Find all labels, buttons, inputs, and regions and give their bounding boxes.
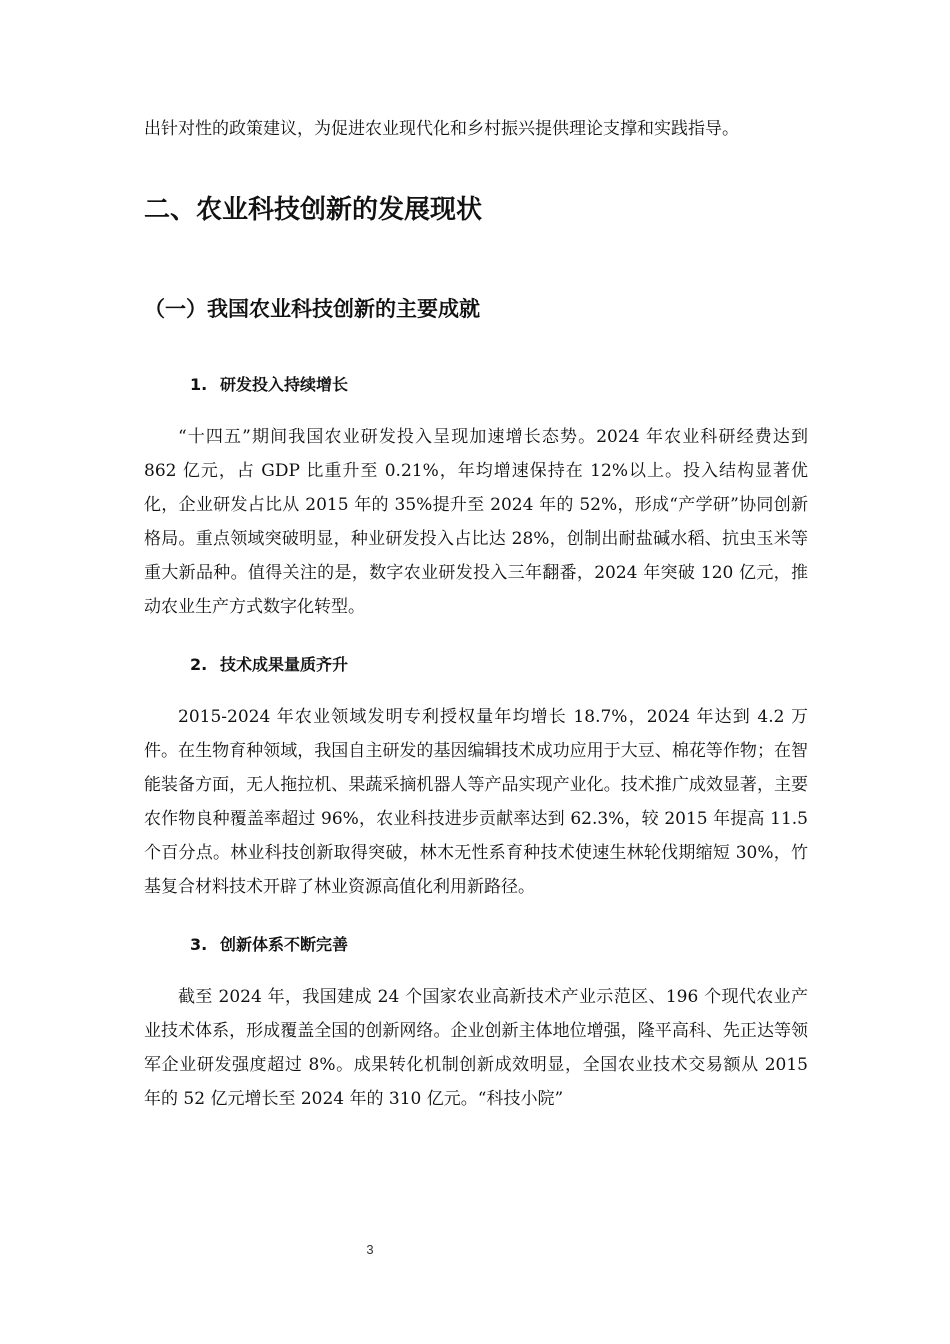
- item-number-3: 3.: [190, 935, 208, 954]
- subsection-title: （一）我国农业科技创新的主要成就: [144, 297, 480, 321]
- item-number-1: 1.: [190, 375, 208, 394]
- item-heading-2: [144, 650, 808, 680]
- item-title-3: 创新体系不断完善: [220, 935, 349, 954]
- item-heading-1: [144, 370, 808, 400]
- item-paragraph-1: “十四五”期间我国农业研发投入呈现加速增长态势。2024 年农业科研经费达到 862 亿元，占 GDP 比重升至 0.21%，年均增速保持在 12%以上。投入结构显著优化，企业研发占比从 2015 年的 35%提升至 2024 年的 52%，形成“产学研”协同创新格局。重点领域突破明显，种业研发投入占比达 28%，创制出耐盐碱水稻、抗虫玉米等重大新品种。值得关注的是，数字农业研发投入三年翻番，2024 年突破 120 亿元，推动农业生产方式数字化转型。: [144, 427, 808, 617]
- item-paragraph-2: 2015-2024 年农业领域发明专利授权量年均增长 18.7%，2024 年达到 4.2 万件。在生物育种领域，我国自主研发的基因编辑技术成功应用于大豆、棉花等作物；在智能装备方面，无人拖拉机、果蔬采摘机器人等产品实现产业化。技术推广成效显著，主要农作物良种覆盖率超过 96%，农业科技进步贡献率达到 62.3%，较 2015 年提高 11.5 个百分点。林业科技创新取得突破，林木无性系育种技术使速生林轮伐期缩短 30%，竹基复合材料技术开辟了林业资源高值化利用新路径。: [144, 707, 808, 897]
- item-number-2: 2.: [190, 655, 208, 674]
- item-title-2: 技术成果量质齐升: [220, 655, 349, 674]
- item-paragraph-3: 截至 2024 年，我国建成 24 个国家农业高新技术产业示范区、196 个现代农业产业技术体系，形成覆盖全国的创新网络。企业创新主体地位增强，隆平高科、先正达等领军企业研发强度超过 8%。成果转化机制创新成效明显，全国农业技术交易额从 2015 年的 52 亿元增长至 2024 年的 310 亿元。“科技小院”: [144, 987, 808, 1109]
- item-title-1: 研发投入持续增长: [220, 375, 349, 394]
- item-heading-3: [144, 930, 808, 960]
- intro-paragraph: 出针对性的政策建议，为促进农业现代化和乡村振兴提供理论支撑和实践指导。: [144, 119, 739, 139]
- section-title: 二、农业科技创新的发展现状: [144, 195, 483, 225]
- page-content: [144, 112, 808, 1116]
- page-number: 3: [366, 1242, 374, 1257]
